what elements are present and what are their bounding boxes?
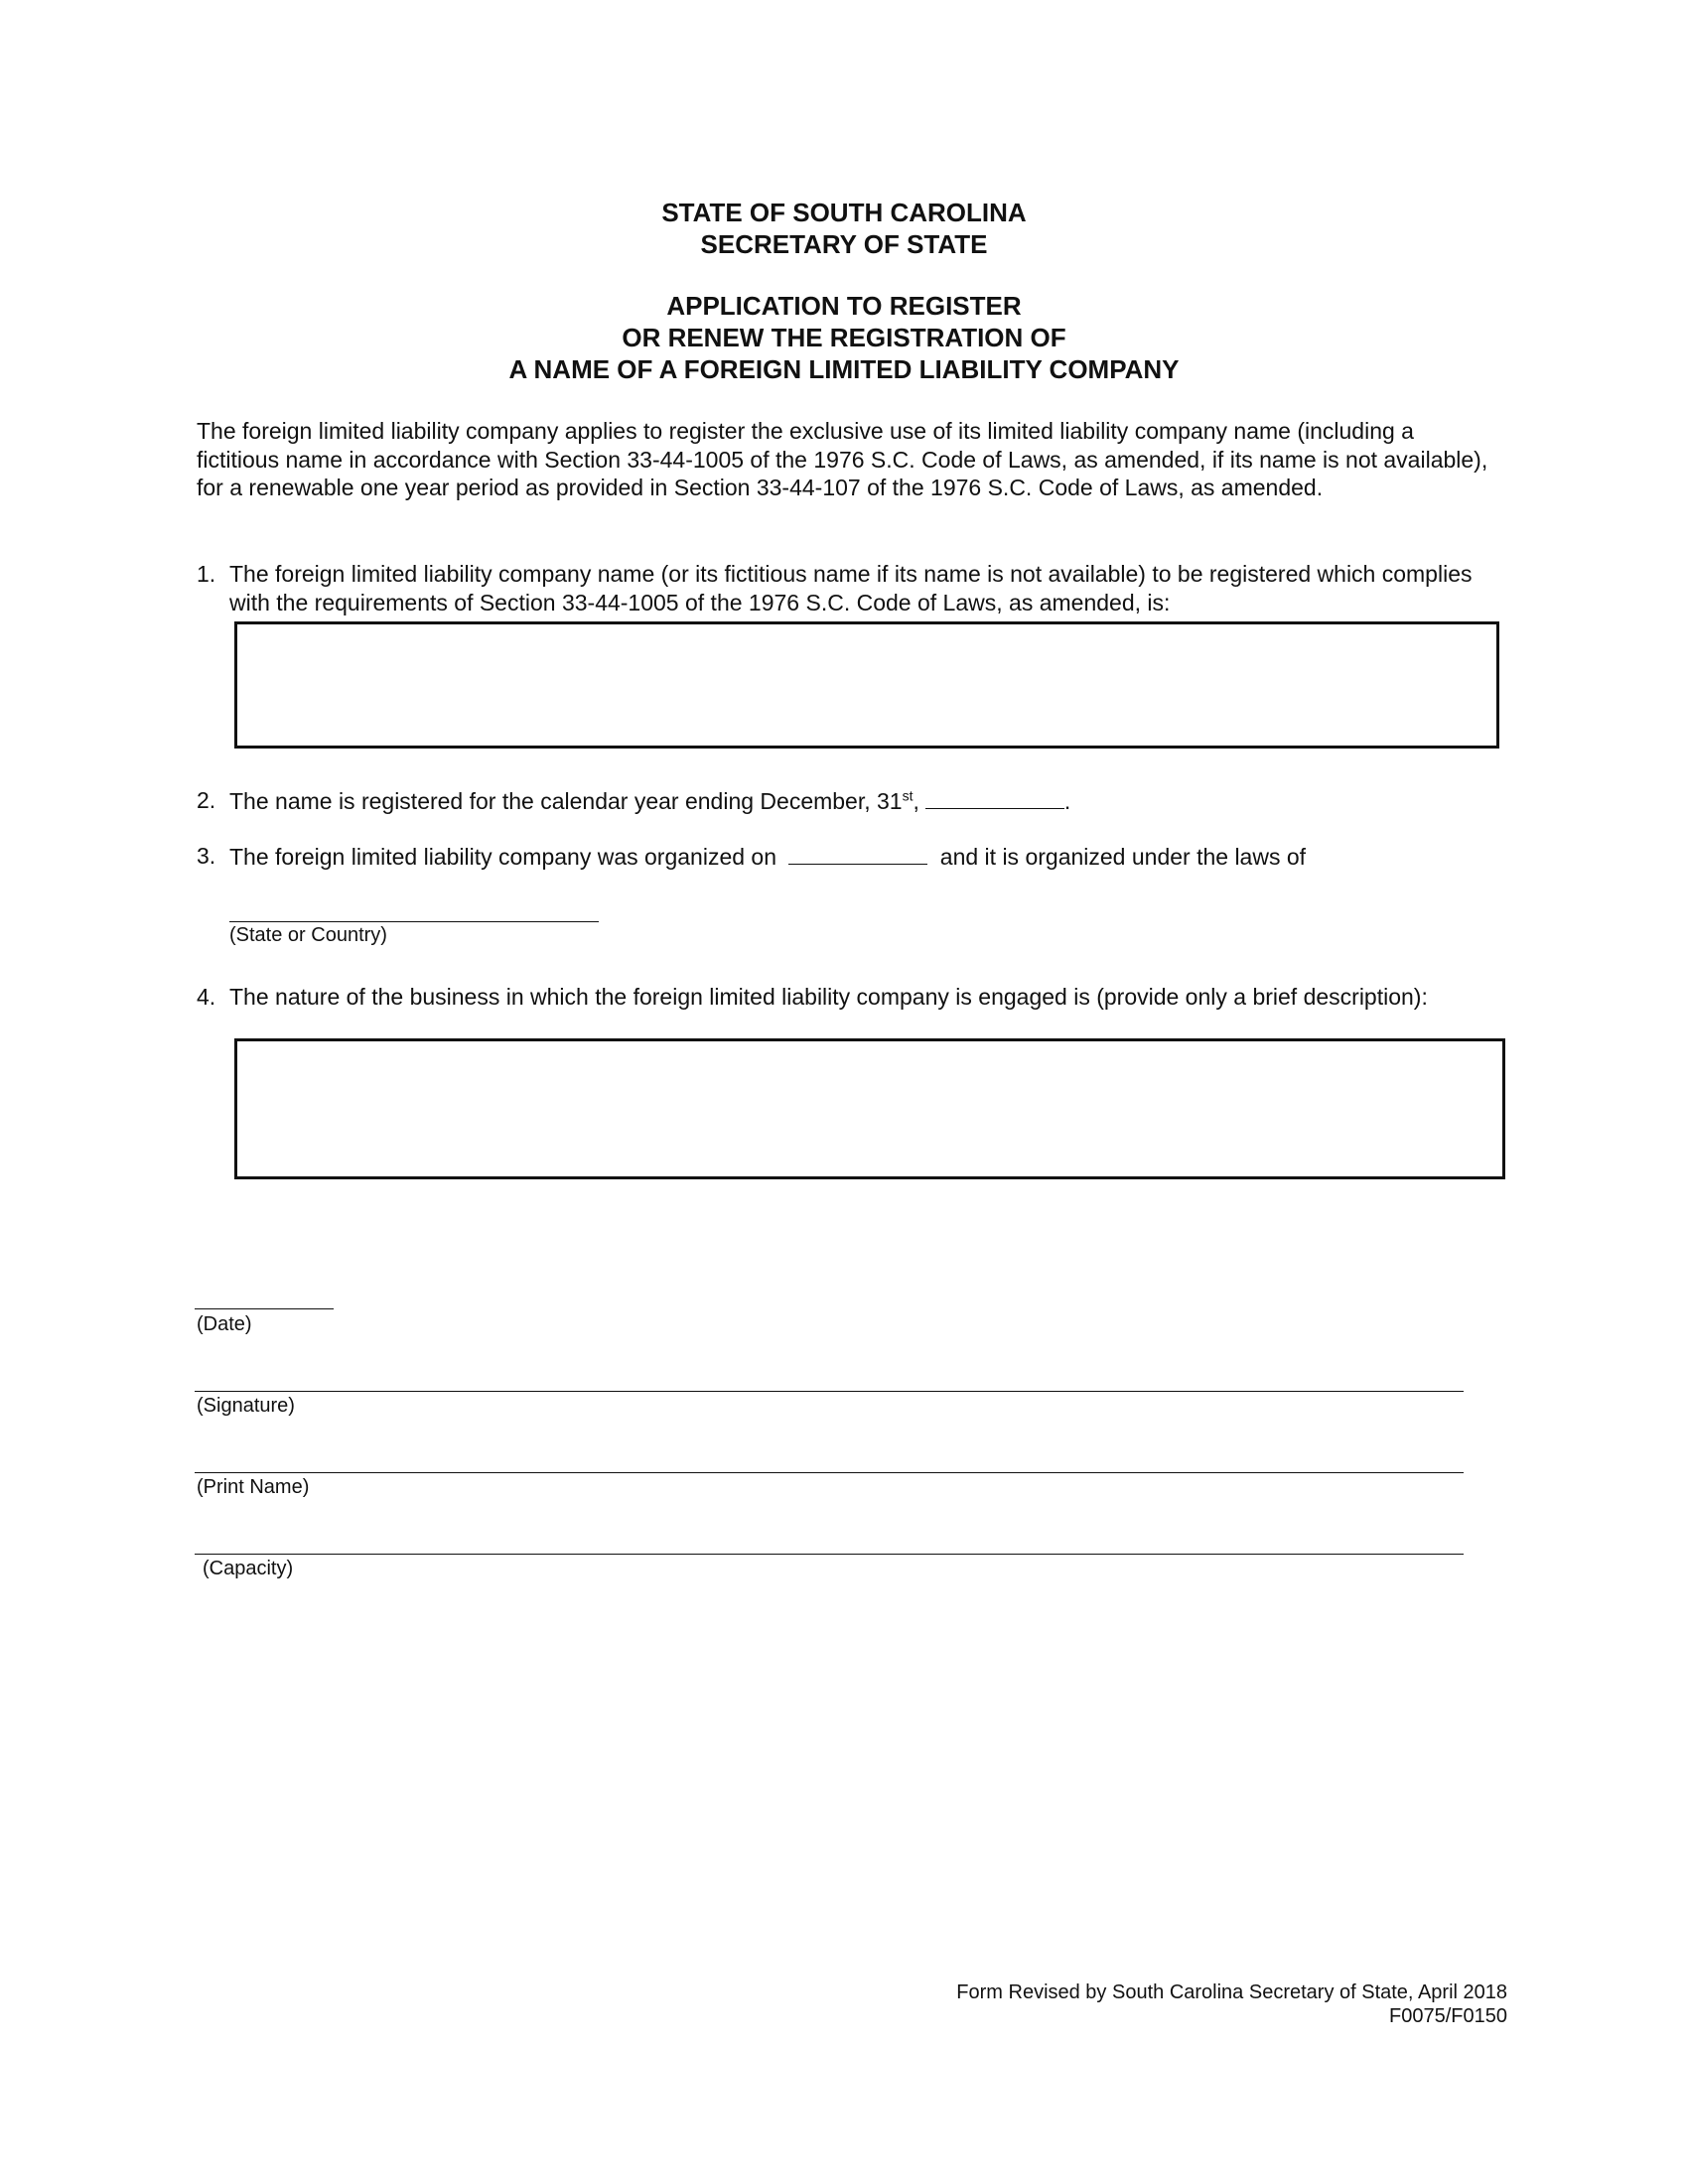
print-name-field[interactable] (195, 1472, 1464, 1473)
date-field[interactable] (195, 1308, 334, 1309)
item-4 (197, 983, 1499, 1012)
form-number: F0075/F0150 (1389, 2005, 1507, 2027)
signature-label: (Signature) (197, 1395, 295, 1417)
agency-line-state: STATE OF SOUTH CAROLINA (661, 198, 1027, 227)
business-description-box[interactable] (234, 1038, 1505, 1179)
state-or-country-label: (State or Country) (229, 924, 387, 946)
agency-header (0, 197, 1688, 260)
item-1-text: The foreign limited liability company name (or its fictitious name if its name is not available) to be registered which complies with the requirements of Section 33-44-1005 of the 1976 S.C. Code of Laws, as amended, is: (229, 561, 1473, 615)
form-title-line-2: OR RENEW THE REGISTRATION OF (622, 323, 1066, 352)
year-field[interactable] (925, 786, 1064, 809)
signature-field[interactable] (195, 1391, 1464, 1392)
form-title-line-1: APPLICATION TO REGISTER (666, 291, 1022, 321)
item-3-text (229, 842, 1499, 872)
item-2-comma: , (913, 788, 919, 814)
item-2-superscript: st (902, 787, 914, 804)
intro-paragraph: The foreign limited liability company applies to register the exclusive use of its limited liability company name (including a fictitious name in accordance with Section 33-44-1005 of the 1976 S.C. Code of Laws, as amended, if its name is not available), for a renewable one year period as provided in Section 33-44-107 of the 1976 S.C. Code of Laws, as amended. (197, 418, 1488, 500)
item-2-text-before: The name is registered for the calendar year ending December, 31 (229, 788, 903, 814)
capacity-label: (Capacity) (203, 1558, 294, 1579)
item-3-text-before: The foreign limited liability company was organized on (229, 844, 777, 870)
form-footer (956, 1980, 1507, 2028)
item-4-number: 4. (197, 984, 216, 1010)
item-3-text-after: and it is organized under the laws of (939, 844, 1307, 870)
state-or-country-field[interactable] (229, 921, 599, 922)
capacity-field[interactable] (195, 1554, 1464, 1555)
form-revision-note: Form Revised by South Carolina Secretary of State, April 2018 (956, 1981, 1507, 2003)
item-3-number: 3. (197, 843, 216, 869)
item-3 (197, 842, 1499, 872)
item-2-period: . (1063, 788, 1071, 814)
item-2-number: 2. (197, 787, 216, 813)
item-1 (197, 560, 1499, 616)
form-title (0, 290, 1688, 385)
agency-line-secretary: SECRETARY OF STATE (700, 229, 988, 259)
item-2 (197, 786, 1499, 816)
item-2-text (229, 786, 1499, 816)
date-label: (Date) (197, 1313, 252, 1335)
item-1-number: 1. (197, 561, 216, 587)
organized-date-field[interactable] (788, 842, 927, 865)
form-title-line-3: A NAME OF A FOREIGN LIMITED LIABILITY COMPANY (508, 354, 1180, 384)
print-name-label: (Print Name) (197, 1476, 310, 1498)
company-name-box[interactable] (234, 621, 1499, 749)
item-4-text: The nature of the business in which the foreign limited liability company is engaged is (provide only a brief description): (229, 984, 1428, 1010)
